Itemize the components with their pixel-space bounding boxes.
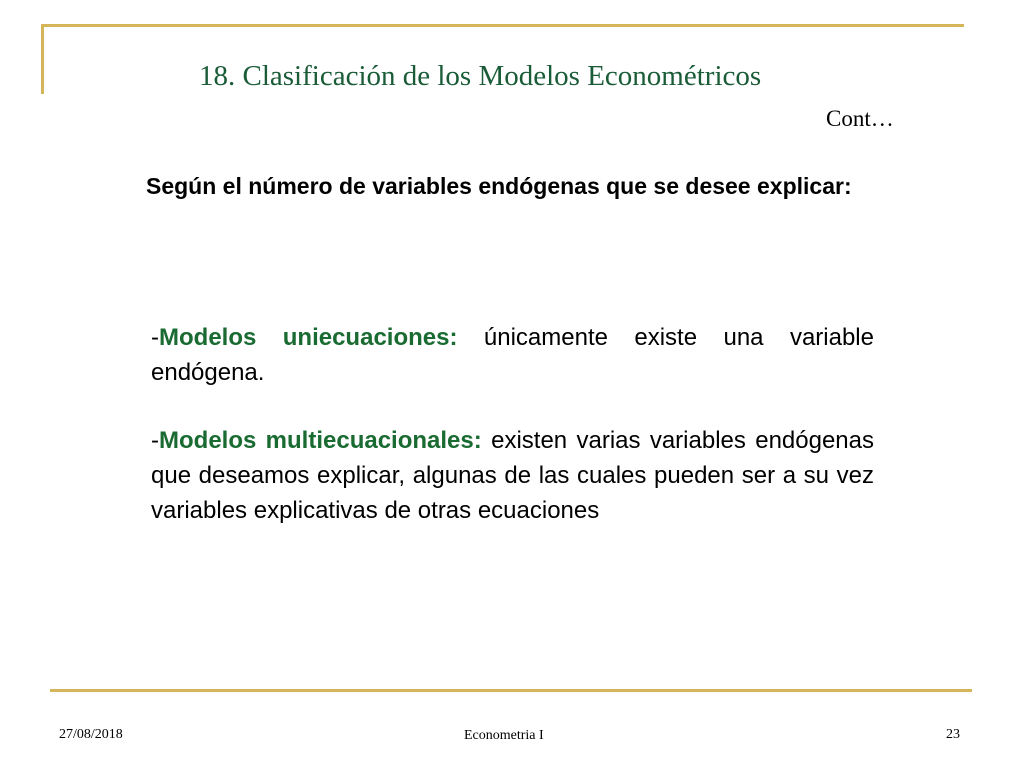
- list-item-uniecuaciones: [151, 320, 874, 390]
- frame-top-line: [41, 24, 964, 27]
- item-prefix: -: [151, 324, 159, 351]
- list-item-multiecuacionales: [151, 423, 874, 528]
- slide-subtitle: Cont…: [826, 106, 894, 131]
- footer-course: Econometria I: [464, 728, 544, 743]
- slide-title: 18. Clasificación de los Modelos Econométricos: [199, 60, 762, 92]
- item-term: Modelos multiecuacionales:: [159, 427, 482, 454]
- section-heading: Según el número de variables endógenas que se desee explicar:: [146, 173, 852, 199]
- frame-left-line: [41, 24, 44, 94]
- item-text: existen varias variables endógenas que deseamos explicar, algunas de las cuales pueden ser a su vez variables explicativas de otras ecuaciones: [151, 427, 874, 524]
- item-text: únicamente existe una variable endógena.: [151, 324, 874, 386]
- footer-page-number: 23: [946, 727, 960, 742]
- footer-divider: [50, 689, 972, 692]
- footer-date: 27/08/2018: [59, 727, 123, 742]
- item-term: Modelos uniecuaciones:: [159, 324, 458, 351]
- item-prefix: -: [151, 427, 159, 454]
